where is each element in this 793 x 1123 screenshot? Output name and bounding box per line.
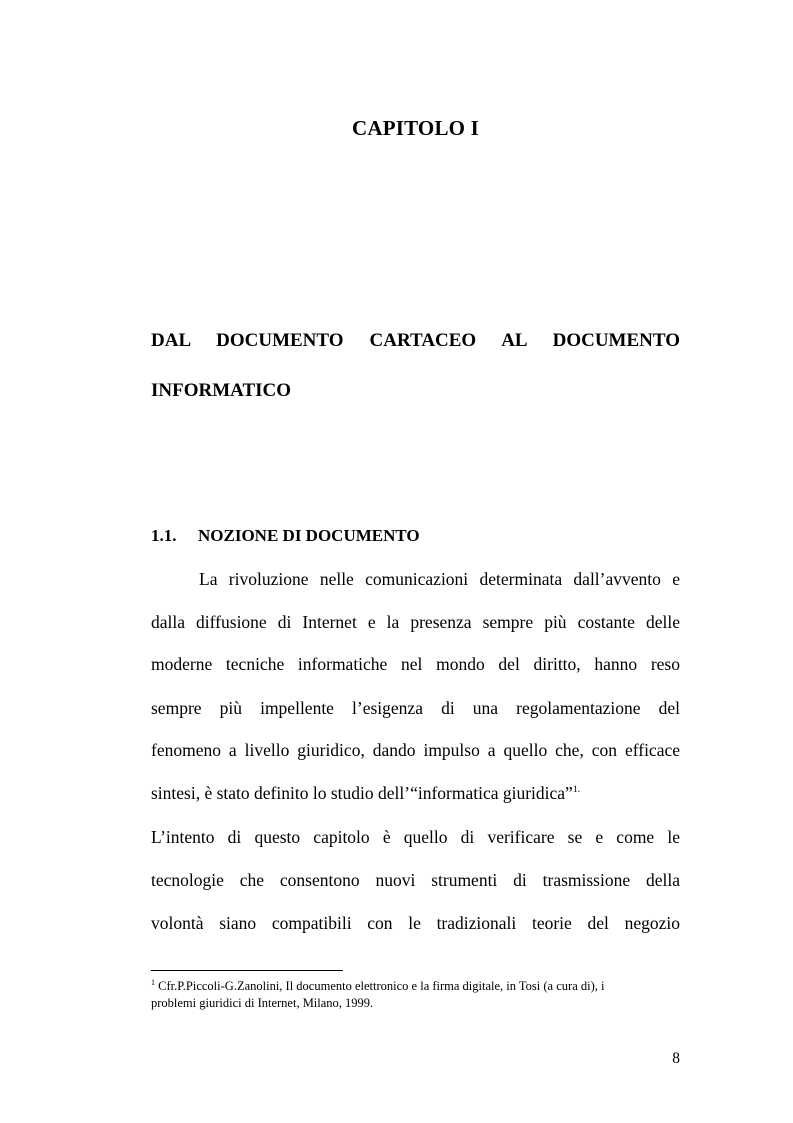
- subsection-heading: [151, 524, 420, 548]
- body-line-5: fenomeno a livello giuridico, dando impulso a quello che, con efficace: [151, 740, 680, 760]
- subsection-number: 1.1.: [151, 526, 177, 545]
- body-line-4: sempre più impellente l’esigenza di una regolamentazione del: [151, 698, 680, 718]
- footnote-line-2: problemi giuridici di Internet, Milano, 1999.: [151, 996, 374, 1010]
- footnote-reference: 1.: [572, 785, 580, 795]
- body-line-9: volontà siano compatibili con le tradizionali teorie del negozio: [151, 913, 680, 933]
- section-title-line-2: INFORMATICO: [151, 380, 292, 401]
- body-line-6-text: sintesi, è stato definito lo studio dell’“informatica giuridica”: [151, 783, 573, 803]
- footnote-marker: 1: [151, 978, 155, 987]
- section-title-line-1: DAL DOCUMENTO CARTACEO AL DOCUMENTO: [151, 330, 680, 351]
- body-line-1: La rivoluzione nelle comunicazioni determinata dall’avvento e: [199, 569, 680, 589]
- body-line-7: L’intento di questo capitolo è quello di verificare se e come le: [151, 827, 680, 847]
- page-number: 8: [672, 1050, 680, 1067]
- footnote-line-1: [151, 978, 680, 994]
- body-line-3: moderne tecniche informatiche nel mondo del diritto, hanno reso: [151, 654, 680, 674]
- subsection-title: NOZIONE DI DOCUMENTO: [198, 526, 420, 545]
- body-line-6: [151, 781, 680, 805]
- body-line-2: dalla diffusione di Internet e la presenza sempre più costante delle: [151, 612, 680, 632]
- footnote-text-1: Cfr.P.Piccoli-G.Zanolini, Il documento elettronico e la firma digitale, in Tosi (a cura di), i: [158, 979, 605, 993]
- footnote-separator: [151, 970, 343, 971]
- body-line-8: tecnologie che consentono nuovi strumenti di trasmissione della: [151, 870, 680, 890]
- chapter-title: CAPITOLO I: [351, 116, 480, 140]
